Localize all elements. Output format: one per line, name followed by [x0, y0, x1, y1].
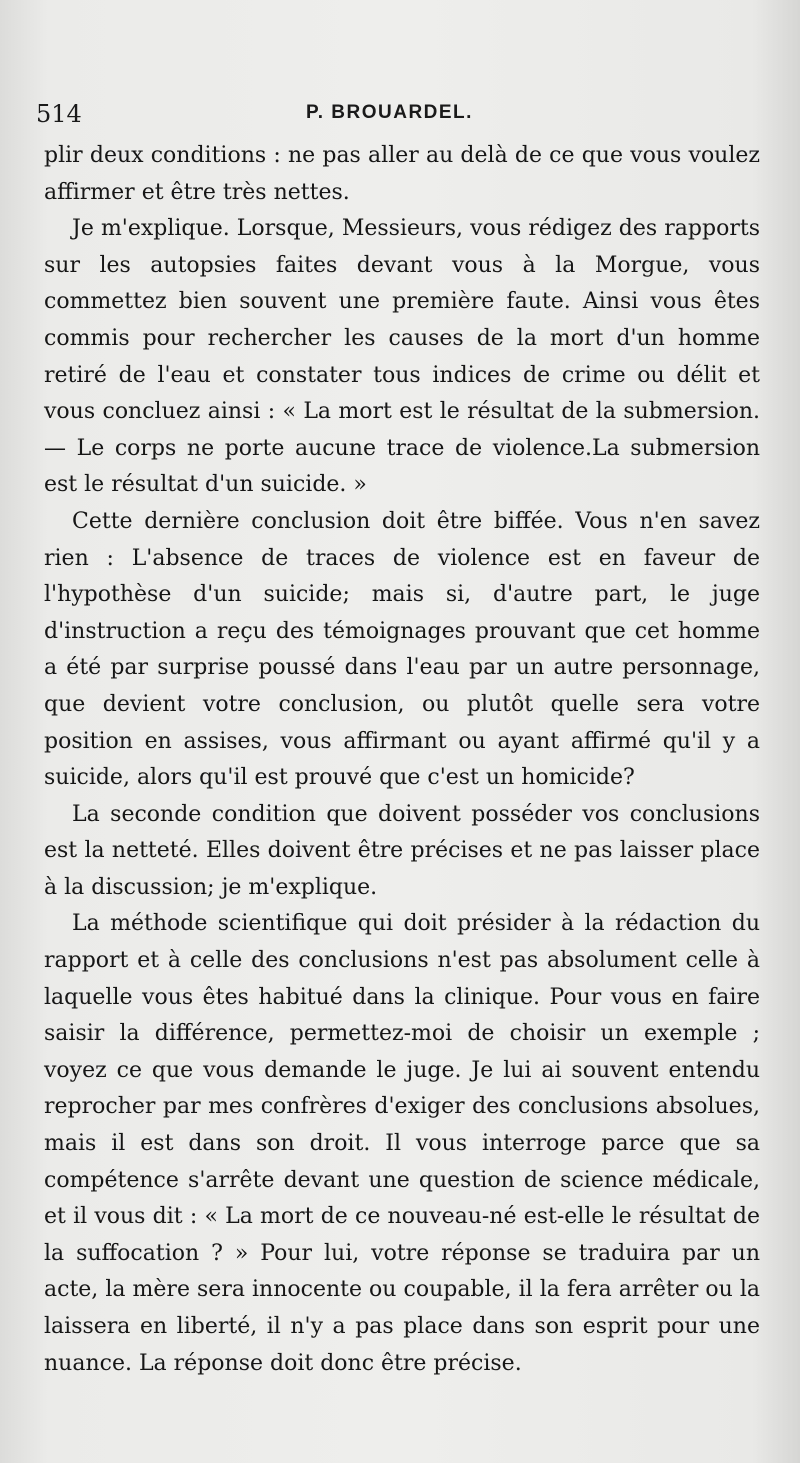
page-header: [36, 96, 764, 136]
paragraph-5: La méthode scientifique qui doit présider à la rédaction du rapport et à celle des conclusions n'est pas absolument celle à laquelle vous êtes habitué dans la clinique. Pour vous en faire saisir la différence, permettez-moi de choisir un exemple ; voyez ce que vous demande le juge. Je lui ai souvent entendu reprocher par mes confrères d'exiger des conclusions absolues, mais il est dans son droit. Il vous interroge parce que sa compétence s'arrête devant une question de science médicale, et il vous dit : « La mort de ce nouveau-né est-elle le résultat de la suffocation ? » Pour lui, votre réponse se traduira par un acte, la mère sera innocente ou coupable, il la fera arrêter ou la laissera en liberté, il n'y a pas place dans son esprit pour une nuance. La réponse doit donc être précise.: [44, 911, 760, 1376]
paragraph-3: Cette dernière conclusion doit être biffée. Vous n'en savez rien : L'absence de traces de violence est en faveur de l'hypothèse d'un suicide; mais si, d'autre part, le juge d'instruction a reçu des témoignages prouvant que cet homme a été par surprise poussé dans l'eau par un autre personnage, que devient votre conclusion, ou plutôt quelle sera votre position en assises, vous affirmant ou ayant affirmé qu'il y a suicide, alors qu'il est prouvé que c'est un homicide?: [44, 508, 760, 791]
paragraph-1: plir deux conditions : ne pas aller au delà de ce que vous voulez affirmer et être très nettes.: [44, 143, 760, 205]
page-number: 514: [36, 100, 82, 128]
paragraph-2: Je m'explique. Lorsque, Messieurs, vous rédigez des rapports sur les autopsies faites devant vous à la Morgue, vous commettez bien souvent une première faute. Ainsi vous êtes commis pour rechercher les causes de la mort d'un homme retiré de l'eau et constater tous indices de crime ou délit et vous concluez ainsi : « La mort est le résultat de la submersion. — Le corps ne porte aucune trace de violence.La submersion est le résultat d'un suicide. »: [44, 216, 760, 498]
paragraph-4: La seconde condition que doivent posséder vos conclusions est la netteté. Elles doivent être précises et ne pas laisser place à la discussion; je m'explique.: [44, 801, 760, 900]
body-text: [44, 138, 760, 1382]
running-head: P. BROUARDEL.: [306, 102, 473, 123]
